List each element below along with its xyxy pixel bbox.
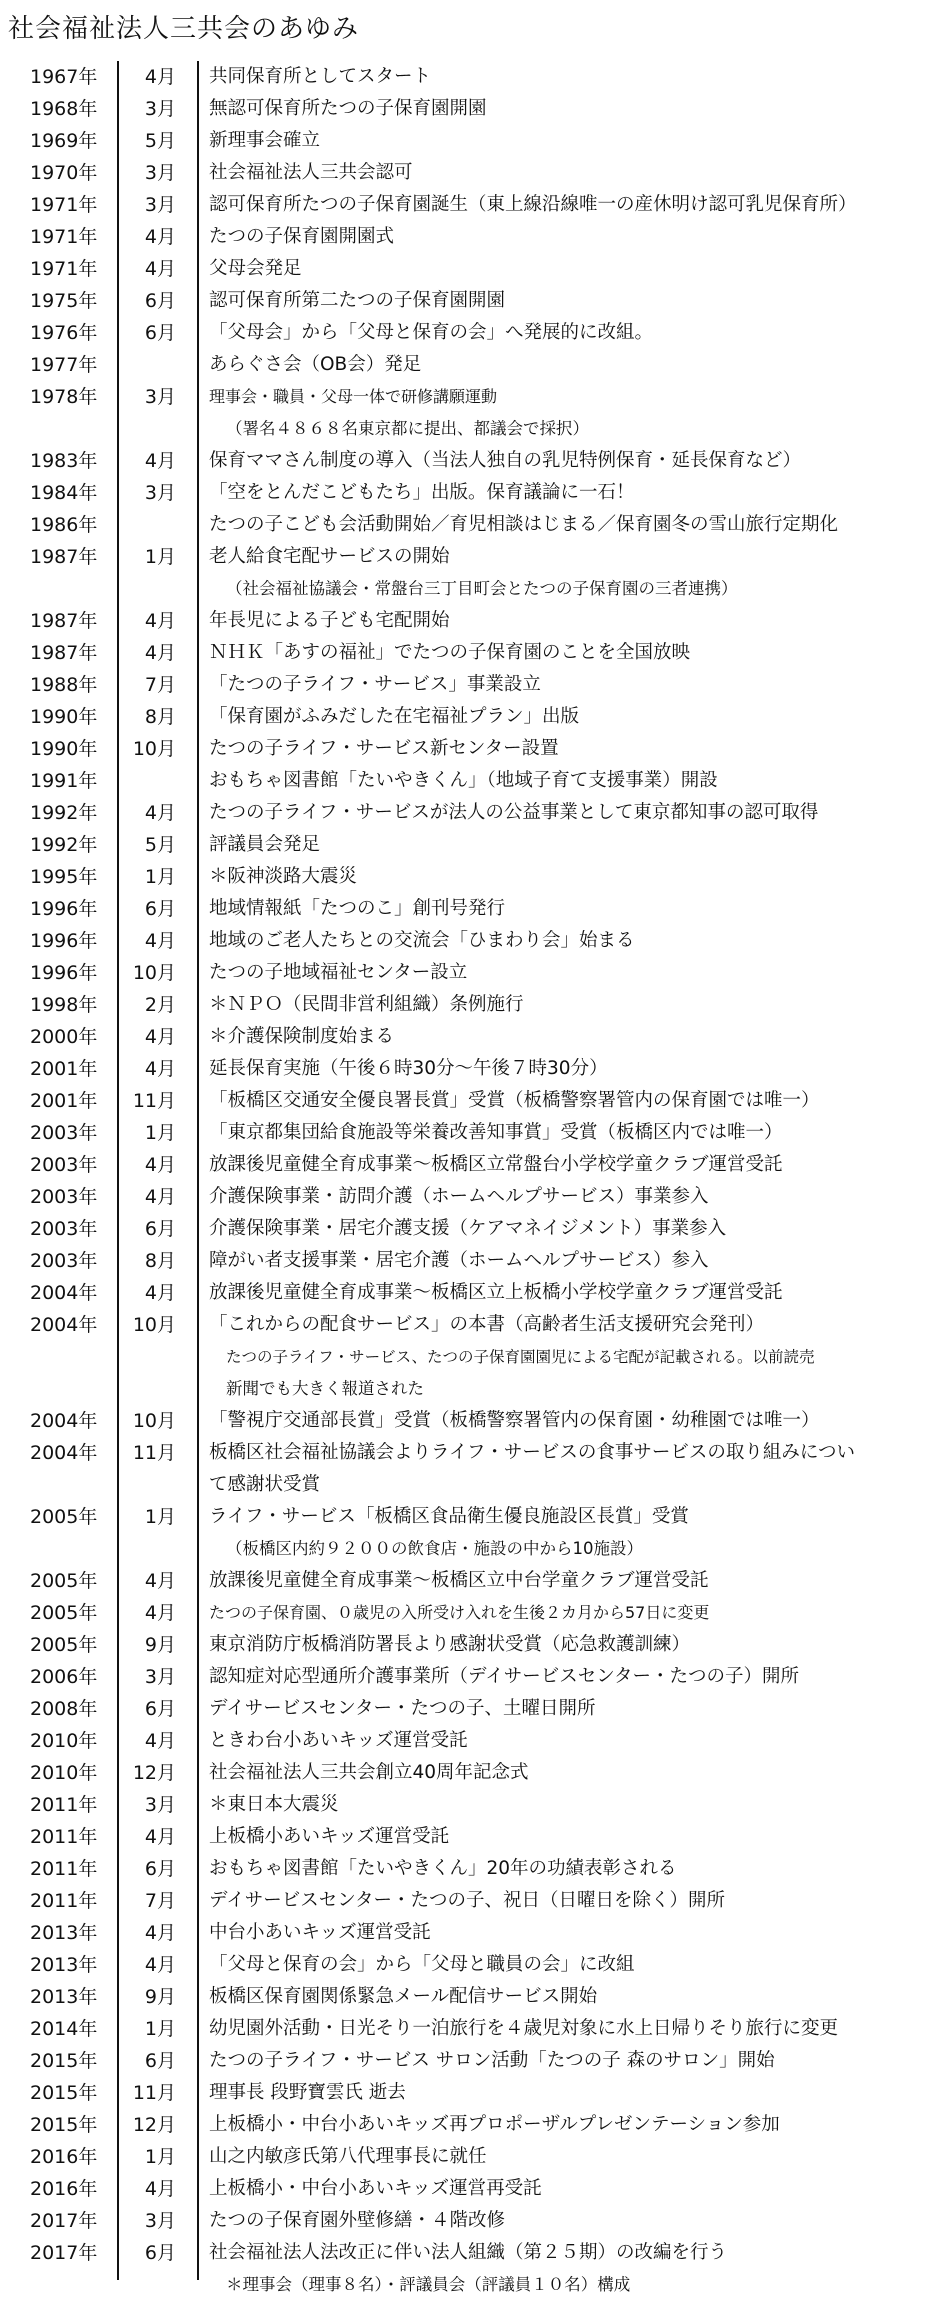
row-event: ときわ台小あいキッズ運営受託 xyxy=(209,1730,468,1751)
row-year: 2003年 xyxy=(30,1186,98,1208)
row-event: 評議員会発足 xyxy=(209,834,321,855)
row-year: 2011年 xyxy=(30,1858,98,1880)
row-month: 11月 xyxy=(132,1442,176,1464)
row-month: 4月 xyxy=(144,930,176,952)
row-year: 2015年 xyxy=(30,2082,98,2104)
timeline-row xyxy=(0,509,927,541)
row-year: 1990年 xyxy=(30,738,98,760)
row-year: 1983年 xyxy=(30,450,98,472)
row-month: 4月 xyxy=(144,642,176,664)
row-event: デイサービスセンター・たつの子、土曜日開所 xyxy=(209,1698,596,1719)
timeline-row xyxy=(0,1021,927,1053)
timeline-row xyxy=(0,893,927,925)
row-month: 4月 xyxy=(144,1154,176,1176)
timeline-row xyxy=(0,1789,927,1821)
timeline-row xyxy=(0,1309,927,1341)
row-month: 4月 xyxy=(144,66,176,88)
row-event: 「板橋区交通安全優良署長賞」受賞（板橋警察署管内の保育園では唯一） xyxy=(209,1090,820,1111)
row-month: 3月 xyxy=(144,2210,176,2232)
row-year: 1971年 xyxy=(30,194,98,216)
timeline-row xyxy=(0,413,927,445)
row-event: 認知症対応型通所介護事業所（デイサービスセンター・たつの子）開所 xyxy=(209,1666,799,1687)
row-event: 上板橋小・中台小あいキッズ再プロポーザルプレゼンテーション参加 xyxy=(209,2114,780,2135)
timeline-row xyxy=(0,317,927,349)
row-month: 4月 xyxy=(144,802,176,824)
row-event: ライフ・サービス「板橋区食品衛生優良施設区長賞」受賞 xyxy=(209,1506,689,1527)
row-year: 2004年 xyxy=(30,1410,98,1432)
row-month: 10月 xyxy=(132,738,176,760)
row-month: 11月 xyxy=(132,1090,176,1112)
timeline-row xyxy=(0,1981,927,2013)
row-event: 山之内敏彦氏第八代理事長に就任 xyxy=(209,2146,487,2167)
row-event: 放課後児童健全育成事業〜板橋区立常盤台小学校学童クラブ運営受託 xyxy=(209,1154,783,1175)
row-year: 1995年 xyxy=(30,866,98,888)
row-month: 3月 xyxy=(144,98,176,120)
timeline-row xyxy=(0,1181,927,1213)
timeline-row xyxy=(0,1117,927,1149)
row-event: 東京消防庁板橋消防署長より感謝状受賞（応急救護訓練） xyxy=(209,1634,691,1655)
row-event: 「父母と保育の会」から「父母と職員の会」に改組 xyxy=(209,1954,635,1975)
timeline-row xyxy=(0,1565,927,1597)
row-month: 6月 xyxy=(144,898,176,920)
row-year: 1975年 xyxy=(30,290,98,312)
timeline-row xyxy=(0,2269,927,2301)
row-event: おもちゃ図書館「たいやきくん」20年の功績表彰される xyxy=(209,1858,677,1879)
timeline-row xyxy=(0,1725,927,1757)
row-year: 2011年 xyxy=(30,1794,98,1816)
timeline-row xyxy=(0,765,927,797)
row-month: 4月 xyxy=(144,1282,176,1304)
row-month: 3月 xyxy=(144,1794,176,1816)
row-event: たつの子ライフ・サービス サロン活動「たつの子 森のサロン」開始 xyxy=(209,2050,775,2071)
timeline-row xyxy=(0,285,927,317)
row-event: 延長保育実施（午後６時30分〜午後７時30分） xyxy=(209,1058,608,1079)
timeline-row xyxy=(0,1661,927,1693)
row-month: 3月 xyxy=(144,162,176,184)
history-timeline xyxy=(0,61,927,2301)
row-month: 4月 xyxy=(144,1570,176,1592)
row-event: 年長児による子ども宅配開始 xyxy=(209,610,450,631)
row-event: 地域のご老人たちとの交流会「ひまわり会」始まる xyxy=(209,930,635,951)
row-event: 理事会・職員・父母一体で研修講願運動 xyxy=(209,387,498,406)
page-title: 社会福祉法人三共会のあゆみ xyxy=(8,14,360,44)
row-month: 4月 xyxy=(144,1954,176,1976)
timeline-row xyxy=(0,2077,927,2109)
row-month: 1月 xyxy=(144,546,176,568)
row-event: 社会福祉法人法改正に伴い法人組織（第２５期）の改編を行う xyxy=(209,2242,728,2263)
row-year: 1969年 xyxy=(30,130,98,152)
row-event: 「東京都集団給食施設等栄養改善知事賞」受賞（板橋区内では唯一） xyxy=(209,1122,783,1143)
timeline-row xyxy=(0,733,927,765)
row-month: 9月 xyxy=(144,1634,176,1656)
row-event: 「これからの配食サービス」の本書（高齢者生活支援研究会発刊） xyxy=(209,1314,765,1335)
timeline-row xyxy=(0,1821,927,1853)
timeline-row xyxy=(0,1501,927,1533)
row-month: 4月 xyxy=(144,1186,176,1208)
row-year: 1978年 xyxy=(30,386,98,408)
row-year: 2005年 xyxy=(30,1570,98,1592)
row-year: 1991年 xyxy=(30,770,98,792)
row-event: 上板橋小あいキッズ運営受託 xyxy=(209,1826,450,1847)
row-year: 2010年 xyxy=(30,1730,98,1752)
row-event: 幼児園外活動・日光そり一泊旅行を４歳児対象に水上日帰りそり旅行に変更 xyxy=(209,2018,839,2039)
row-year: 1987年 xyxy=(30,546,98,568)
row-month: 8月 xyxy=(144,706,176,728)
row-month: 12月 xyxy=(132,2114,176,2136)
timeline-row xyxy=(0,1373,927,1405)
row-event: 「たつの子ライフ・サービス」事業設立 xyxy=(209,674,541,695)
timeline-row xyxy=(0,2173,927,2205)
row-month: 1月 xyxy=(144,2018,176,2040)
timeline-row xyxy=(0,1917,927,1949)
row-year: 1987年 xyxy=(30,642,98,664)
row-event: 保育ママさん制度の導入（当法人独自の乳児特例保育・延長保育など） xyxy=(209,450,802,471)
row-event: 新聞でも大きく報道された xyxy=(226,1379,424,1398)
row-month: 1月 xyxy=(144,866,176,888)
timeline-row xyxy=(0,541,927,573)
row-month: 3月 xyxy=(144,1666,176,1688)
timeline-row xyxy=(0,1341,927,1373)
row-event: 板橋区保育園関係緊急メール配信サービス開始 xyxy=(209,1986,598,2007)
row-month: 3月 xyxy=(144,194,176,216)
timeline-row xyxy=(0,1949,927,1981)
row-year: 1971年 xyxy=(30,226,98,248)
row-year: 2004年 xyxy=(30,1314,98,1336)
row-event: 「保育園がふみだした在宅福祉プラン」出版 xyxy=(209,706,580,727)
row-event: 社会福祉法人三共会創立40周年記念式 xyxy=(209,1762,529,1783)
row-month: 1月 xyxy=(144,1506,176,1528)
timeline-row xyxy=(0,1085,927,1117)
timeline-row xyxy=(0,1853,927,1885)
row-year: 2003年 xyxy=(30,1154,98,1176)
row-month: 12月 xyxy=(132,1762,176,1784)
row-month: 3月 xyxy=(144,386,176,408)
row-year: 2013年 xyxy=(30,1954,98,1976)
row-month: 4月 xyxy=(144,1922,176,1944)
row-month: 1月 xyxy=(144,2146,176,2168)
row-year: 1984年 xyxy=(30,482,98,504)
row-year: 1977年 xyxy=(30,354,98,376)
timeline-row xyxy=(0,1405,927,1437)
row-event: 介護保険事業・訪問介護（ホームヘルプサービス）事業参入 xyxy=(209,1186,709,1207)
row-year: 1990年 xyxy=(30,706,98,728)
row-year: 1986年 xyxy=(30,514,98,536)
timeline-row xyxy=(0,2013,927,2045)
row-month: 6月 xyxy=(144,1698,176,1720)
row-year: 2006年 xyxy=(30,1666,98,1688)
row-event: ＊ＮＰＯ（民間非営利組織）条例施行 xyxy=(209,994,524,1015)
row-year: 2015年 xyxy=(30,2050,98,2072)
row-month: 11月 xyxy=(132,2082,176,2104)
row-year: 2005年 xyxy=(30,1506,98,1528)
row-year: 2011年 xyxy=(30,1890,98,1912)
row-month: 9月 xyxy=(144,1986,176,2008)
row-year: 2001年 xyxy=(30,1058,98,1080)
row-event: 父母会発足 xyxy=(209,258,302,279)
row-year: 2013年 xyxy=(30,1986,98,2008)
row-event: ＮＨＫ「あすの福祉」でたつの子保育園のことを全国放映 xyxy=(209,642,691,663)
row-month: 4月 xyxy=(144,226,176,248)
row-event: たつの子保育園外壁修繕・４階改修 xyxy=(209,2210,506,2231)
row-event: たつの子ライフ・サービスが法人の公益事業として東京都知事の認可取得 xyxy=(209,802,819,823)
row-event: 障がい者支援事業・居宅介護（ホームヘルプサービス）参入 xyxy=(209,1250,709,1271)
row-event: 放課後児童健全育成事業〜板橋区立中台学童クラブ運営受託 xyxy=(209,1570,709,1591)
row-year: 1996年 xyxy=(30,962,98,984)
row-month: 10月 xyxy=(132,1410,176,1432)
timeline-row xyxy=(0,829,927,861)
timeline-row xyxy=(0,925,927,957)
timeline-row xyxy=(0,701,927,733)
row-event: 「空をとんだこどもたち」出版。保育議論に一石！ xyxy=(209,482,635,503)
row-event: 理事長 段野寶雲氏 逝去 xyxy=(209,2082,406,2103)
row-year: 2016年 xyxy=(30,2178,98,2200)
timeline-row xyxy=(0,957,927,989)
timeline-row xyxy=(0,637,927,669)
row-event: て感謝状受賞 xyxy=(209,1474,321,1495)
timeline-row xyxy=(0,1053,927,1085)
row-year: 1970年 xyxy=(30,162,98,184)
row-year: 2004年 xyxy=(30,1282,98,1304)
row-month: 6月 xyxy=(144,1218,176,1240)
timeline-row xyxy=(0,381,927,413)
row-year: 2017年 xyxy=(30,2242,98,2264)
timeline-row xyxy=(0,157,927,189)
timeline-row xyxy=(0,1533,927,1565)
timeline-row xyxy=(0,1277,927,1309)
row-event: 新理事会確立 xyxy=(209,130,321,151)
row-year: 2011年 xyxy=(30,1826,98,1848)
row-month: 4月 xyxy=(144,1602,176,1624)
row-event: ＊介護保険制度始まる xyxy=(209,1026,395,1047)
row-year: 1992年 xyxy=(30,834,98,856)
timeline-row xyxy=(0,2141,927,2173)
timeline-row xyxy=(0,797,927,829)
timeline-row xyxy=(0,125,927,157)
row-event: たつの子保育園、０歳児の入所受け入れを生後２カ月から57日に変更 xyxy=(209,1603,710,1622)
row-month: 5月 xyxy=(144,834,176,856)
row-year: 2003年 xyxy=(30,1122,98,1144)
row-event: ＊阪神淡路大震災 xyxy=(209,866,358,887)
row-event: たつの子地域福祉センター設立 xyxy=(209,962,468,983)
row-month: 10月 xyxy=(132,962,176,984)
row-month: 6月 xyxy=(144,2050,176,2072)
timeline-row xyxy=(0,349,927,381)
row-month: 8月 xyxy=(144,1250,176,1272)
timeline-row xyxy=(0,1213,927,1245)
row-month: 6月 xyxy=(144,322,176,344)
row-year: 1967年 xyxy=(30,66,98,88)
timeline-row xyxy=(0,2237,927,2269)
row-year: 1987年 xyxy=(30,610,98,632)
row-event: 社会福祉法人三共会認可 xyxy=(209,162,413,183)
row-month: 5月 xyxy=(144,130,176,152)
row-event: ＊東日本大震災 xyxy=(209,1794,339,1815)
row-event: 「父母会」から「父母と保育の会」へ発展的に改組。 xyxy=(209,322,654,343)
row-year: 2017年 xyxy=(30,2210,98,2232)
row-year: 1996年 xyxy=(30,930,98,952)
row-event: 中台小あいキッズ運営受託 xyxy=(209,1922,431,1943)
timeline-row xyxy=(0,2045,927,2077)
row-month: 7月 xyxy=(144,1890,176,1912)
row-event: （署名４８６８名東京都に提出、都議会で採択） xyxy=(226,419,589,438)
timeline-row xyxy=(0,1245,927,1277)
timeline-row xyxy=(0,1629,927,1661)
row-year: 2000年 xyxy=(30,1026,98,1048)
row-event: 上板橋小・中台小あいキッズ運営再受託 xyxy=(209,2178,542,2199)
timeline-row xyxy=(0,2109,927,2141)
timeline-row xyxy=(0,605,927,637)
row-month: 4月 xyxy=(144,1058,176,1080)
row-year: 1992年 xyxy=(30,802,98,824)
row-month: 4月 xyxy=(144,450,176,472)
row-event: 認可保育所たつの子保育園誕生（東上線沿線唯一の産休明け認可乳児保育所） xyxy=(209,194,857,215)
row-event: たつの子こども会活動開始／育児相談はじまる／保育園冬の雪山旅行定期化 xyxy=(209,514,839,535)
timeline-row xyxy=(0,1885,927,1917)
timeline-row xyxy=(0,1437,927,1469)
row-month: 6月 xyxy=(144,2242,176,2264)
timeline-row xyxy=(0,61,927,93)
timeline-row xyxy=(0,253,927,285)
row-month: 4月 xyxy=(144,610,176,632)
timeline-row xyxy=(0,1469,927,1501)
timeline-row xyxy=(0,861,927,893)
row-year: 2014年 xyxy=(30,2018,98,2040)
timeline-row xyxy=(0,189,927,221)
row-event: たつの子保育園開園式 xyxy=(209,226,395,247)
row-month: 2月 xyxy=(144,994,176,1016)
timeline-row xyxy=(0,1693,927,1725)
row-year: 2008年 xyxy=(30,1698,98,1720)
row-month: 4月 xyxy=(144,258,176,280)
row-year: 1996年 xyxy=(30,898,98,920)
timeline-row xyxy=(0,221,927,253)
row-year: 2001年 xyxy=(30,1090,98,1112)
row-event: （社会福祉協議会・常盤台三丁目町会とたつの子保育園の三者連携） xyxy=(226,579,738,598)
timeline-row xyxy=(0,477,927,509)
row-year: 1971年 xyxy=(30,258,98,280)
timeline-row xyxy=(0,2205,927,2237)
row-event: あらぐさ会（OB会）発足 xyxy=(209,354,422,375)
row-year: 2005年 xyxy=(30,1602,98,1624)
row-year: 1976年 xyxy=(30,322,98,344)
row-month: 3月 xyxy=(144,482,176,504)
row-event: デイサービスセンター・たつの子、祝日（日曜日を除く）開所 xyxy=(209,1890,725,1911)
row-event: 放課後児童健全育成事業〜板橋区立上板橋小学校学童クラブ運営受託 xyxy=(209,1282,783,1303)
row-year: 1988年 xyxy=(30,674,98,696)
timeline-row xyxy=(0,1597,927,1629)
row-year: 2003年 xyxy=(30,1218,98,1240)
row-year: 2005年 xyxy=(30,1634,98,1656)
timeline-row xyxy=(0,1149,927,1181)
row-event: ＊理事会（理事８名）・評議員会（評議員１０名）構成 xyxy=(226,2275,631,2294)
row-year: 2013年 xyxy=(30,1922,98,1944)
timeline-row xyxy=(0,445,927,477)
row-month: 6月 xyxy=(144,1858,176,1880)
row-event: 介護保険事業・居宅介護支援（ケアマネイジメント）事業参入 xyxy=(209,1218,727,1239)
row-event: 認可保育所第二たつの子保育園開園 xyxy=(209,290,506,311)
row-month: 7月 xyxy=(144,674,176,696)
row-event: 板橋区社会福祉協議会よりライフ・サービスの食事サービスの取り組みについ xyxy=(209,1442,856,1463)
row-event: たつの子ライフ・サービス新センター設置 xyxy=(209,738,559,759)
row-event: 「警視庁交通部長賞」受賞（板橋警察署管内の保育園・幼稚園では唯一） xyxy=(209,1410,820,1431)
row-year: 1998年 xyxy=(30,994,98,1016)
timeline-row xyxy=(0,93,927,125)
row-year: 1968年 xyxy=(30,98,98,120)
timeline-row xyxy=(0,669,927,701)
row-event: 地域情報紙「たつのこ」創刊号発行 xyxy=(209,898,506,919)
row-month: 1月 xyxy=(144,1122,176,1144)
row-year: 2016年 xyxy=(30,2146,98,2168)
row-event: 無認可保育所たつの子保育園開園 xyxy=(209,98,487,119)
row-event: たつの子ライフ・サービス、たつの子保育園園児による宅配が記載される。以前読売 xyxy=(226,1348,815,1366)
row-event: おもちゃ図書館「たいやきくん」（地域子育て支援事業）開設 xyxy=(209,770,718,791)
row-month: 4月 xyxy=(144,1730,176,1752)
row-year: 2003年 xyxy=(30,1250,98,1272)
row-event: 老人給食宅配サービスの開始 xyxy=(209,546,450,567)
row-month: 6月 xyxy=(144,290,176,312)
row-month: 10月 xyxy=(132,1314,176,1336)
row-month: 4月 xyxy=(144,1826,176,1848)
row-month: 4月 xyxy=(144,2178,176,2200)
timeline-row xyxy=(0,989,927,1021)
row-year: 2004年 xyxy=(30,1442,98,1464)
row-year: 2010年 xyxy=(30,1762,98,1784)
timeline-row xyxy=(0,573,927,605)
row-event: 共同保育所としてスタート xyxy=(209,66,432,87)
row-event: （板橋区内約９２００の飲食店・施設の中から10施設） xyxy=(226,1539,643,1558)
row-month: 4月 xyxy=(144,1026,176,1048)
timeline-row xyxy=(0,1757,927,1789)
row-year: 2015年 xyxy=(30,2114,98,2136)
